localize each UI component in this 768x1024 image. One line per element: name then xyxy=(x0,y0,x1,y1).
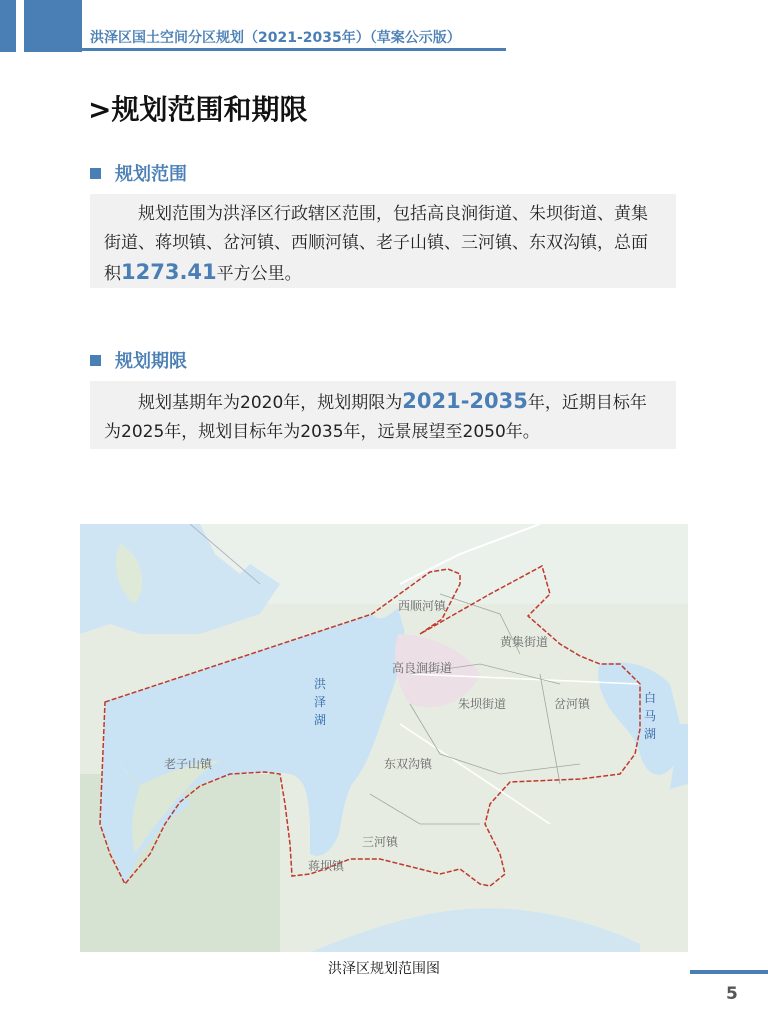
period-text-end: 年，近期目标年为2025年，规划目标年为2035年，远景展望至2050年。 xyxy=(104,393,647,442)
scope-paragraph xyxy=(104,200,662,289)
label-xishunhe: 西顺河镇 xyxy=(398,599,447,613)
scope-text: 规划范围为洪泽区行政辖区范围，包括高良涧街道、朱坝街道、黄集街道、蒋坝镇、岔河镇、西顺河镇、老子山镇、三河镇、东双沟镇，总面积 xyxy=(104,204,648,284)
label-hongze-lake-1: 洪 xyxy=(314,677,327,691)
period-highlight: 2021-2035 xyxy=(402,389,528,413)
total-area-highlight: 1273.41 xyxy=(121,260,217,284)
period-text: 规划基期年为2020年，规划期限为 xyxy=(138,393,403,413)
header-accent-block-2 xyxy=(24,0,82,52)
label-hongze-lake-3: 湖 xyxy=(314,713,327,727)
map-svg xyxy=(80,524,688,952)
section-heading-period xyxy=(90,347,187,373)
period-paragraph xyxy=(104,387,662,447)
header-accent-block xyxy=(0,0,16,52)
scope-paragraph-box xyxy=(90,194,676,288)
label-baima-lake-1: 白 xyxy=(644,691,657,705)
scope-text-end: 平方公里。 xyxy=(216,264,302,284)
header-underline xyxy=(82,48,506,51)
section-heading-text: 规划范围 xyxy=(115,164,187,185)
bullet-square-icon xyxy=(90,355,101,366)
section-heading-scope xyxy=(90,160,187,186)
label-hongze-lake-2: 泽 xyxy=(314,695,327,709)
section-heading-text: 规划期限 xyxy=(115,351,187,372)
map-caption: 洪泽区规划范围图 xyxy=(328,961,440,977)
document-header-title: 洪泽区国土空间分区规划（2021-2035年）（草案公示版） xyxy=(90,30,461,46)
planning-scope-map xyxy=(80,524,688,952)
label-baima-lake-2: 马 xyxy=(644,709,657,723)
label-zhuba: 朱坝街道 xyxy=(458,697,507,711)
footer-accent-line xyxy=(690,970,768,974)
label-huangji: 黄集街道 xyxy=(500,635,549,649)
page-number: 5 xyxy=(726,984,738,1004)
label-gaoliangjian: 高良涧街道 xyxy=(392,661,453,675)
label-jiangba: 蒋坝镇 xyxy=(308,859,345,873)
period-paragraph-box xyxy=(90,381,676,449)
label-chahe: 岔河镇 xyxy=(554,697,591,711)
page-title: >规划范围和期限 xyxy=(88,93,308,126)
label-baima-lake-3: 湖 xyxy=(644,727,657,741)
label-laozishan: 老子山镇 xyxy=(164,757,213,771)
bullet-square-icon xyxy=(90,168,101,179)
label-dongshuanggou: 东双沟镇 xyxy=(384,757,433,771)
label-sanhe: 三河镇 xyxy=(362,835,399,849)
